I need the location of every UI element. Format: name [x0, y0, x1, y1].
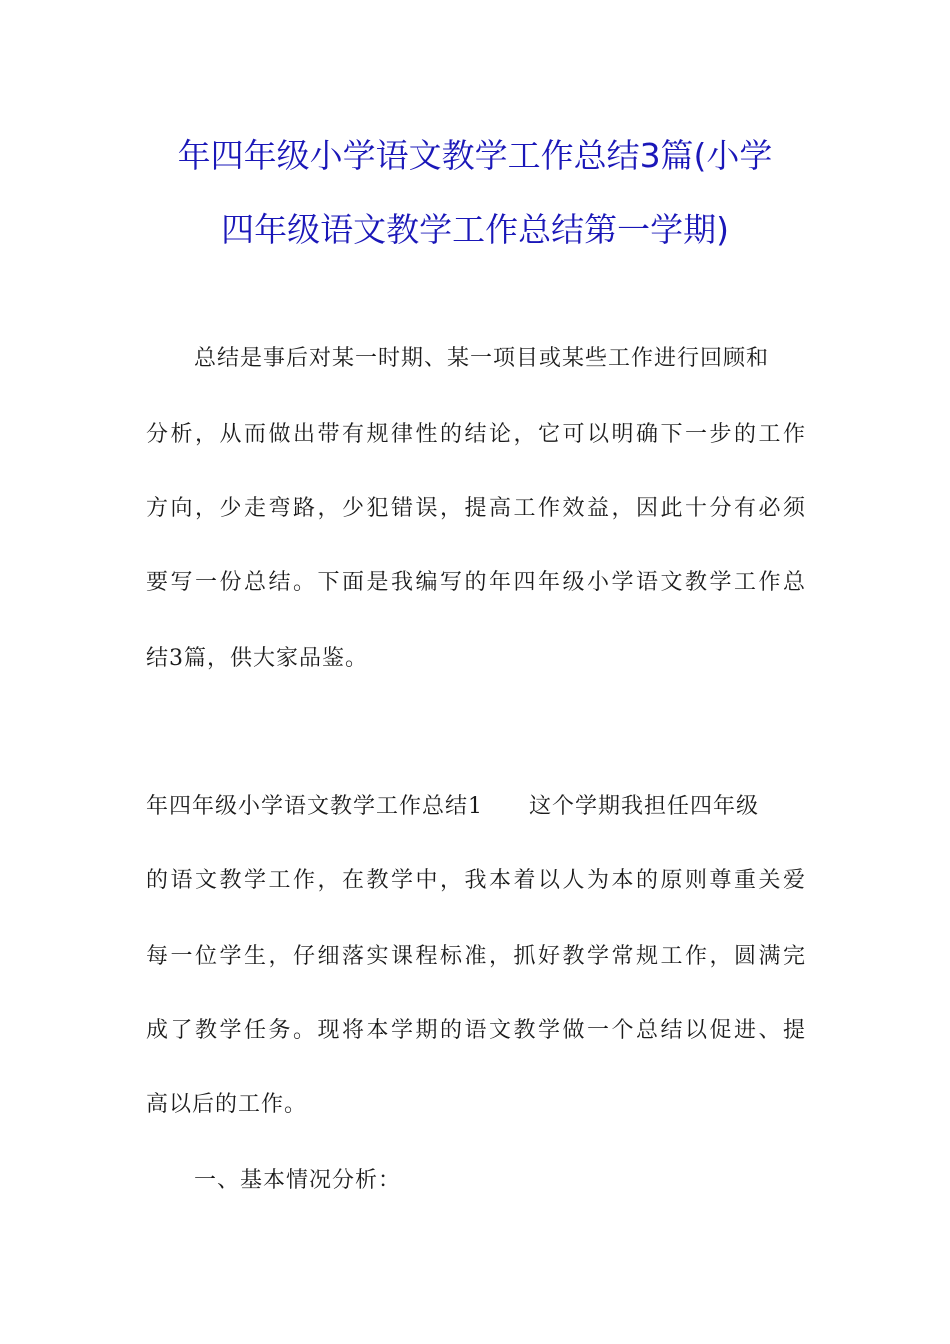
intro-paragraph-line-5: 结3篇，供大家品鉴。 — [146, 646, 368, 671]
intro-paragraph-line-4: 要写一份总结。下面是我编写的年四年级小学语文教学工作总 — [146, 570, 806, 595]
intro-paragraph-line-3: 方向，少走弯路，少犯错误，提高工作效益，因此十分有必须 — [146, 496, 806, 521]
section1-paragraph-line-3: 每一位学生，仔细落实课程标准，抓好教学常规工作，圆满完 — [146, 944, 806, 969]
section1-paragraph-line-5: 高以后的工作。 — [146, 1092, 308, 1117]
intro-paragraph-line-1: 总结是事后对某一时期、某一项目或某些工作进行回顾和 — [194, 346, 770, 371]
section1-paragraph-line-1: 年四年级小学语文教学工作总结1 这个学期我担任四年级 — [146, 794, 759, 819]
document-title-line-2: 四年级语文教学工作总结第一学期) — [221, 210, 729, 249]
intro-paragraph-line-2: 分析，从而做出带有规律性的结论，它可以明确下一步的工作 — [146, 422, 806, 447]
section1-paragraph-line-2: 的语文教学工作，在教学中，我本着以人为本的原则尊重关爱 — [146, 868, 806, 893]
section1-paragraph-line-4: 成了教学任务。现将本学期的语文教学做一个总结以促进、提 — [146, 1018, 806, 1043]
section-heading: 一、基本情况分析： — [194, 1168, 402, 1193]
document-title-line-1: 年四年级小学语文教学工作总结3篇(小学 — [177, 136, 773, 175]
